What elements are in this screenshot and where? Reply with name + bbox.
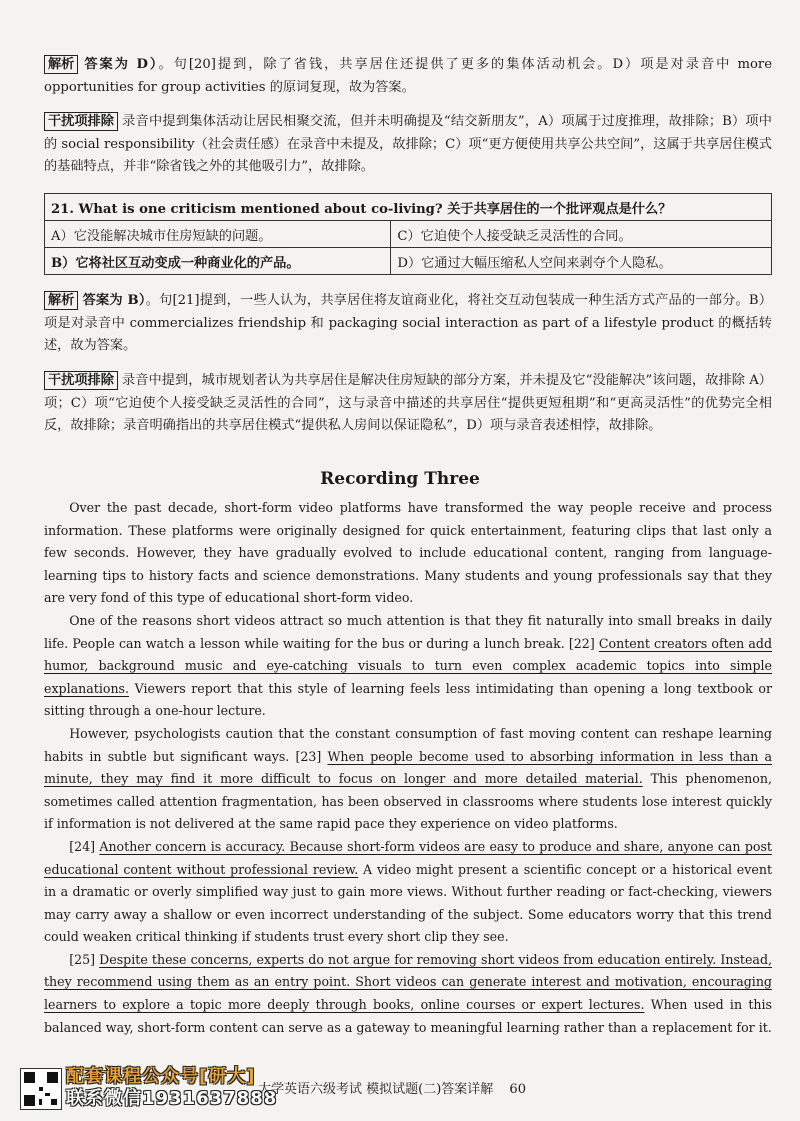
qr-code-icon <box>20 1068 62 1110</box>
distractor-tag: 干扰项排除 <box>44 371 118 390</box>
p3-text: However, psychologists caution that the constant consumption of fast moving content can reshape learning habits in subtle but significant ways. [23] <box>44 725 772 764</box>
paragraph-1: Over the past decade, short-form video platforms have transformed the way people receive and process information. These platforms were originally designed for quick entertainment, featuring clips that last only a few seconds. However, they have gradually evolved to include educational content, ranging from language-learning tips to history facts and science demonstrations. Many students and young professionals say that they are very fond of this type of educational short-form video. <box>44 500 772 606</box>
distractor-text: 录音中提到集体活动让居民相聚交流，但并未明确提及“结交新朋友”，A）项属于过度推理，故排除；B）项中的 social responsibility（社会责任感）在录音中未提及，故排除；C）项“更方便使用共享公共空间”，这属于共享居住模式的基础特点，并非“除省钱之外的其他吸引力”，故排除。 <box>44 114 772 174</box>
promo-line-1: 配套课程公众号[研大] <box>66 1066 256 1087</box>
option-b-correct: B）它将社区互动变成一种商业化的产品。 <box>45 248 391 275</box>
option-a: A）它没能解决城市住房短缺的问题。 <box>45 221 391 248</box>
p5-text-end: When used in this balanced way, short-form content can serve as a gateway to meaningful learning rather than a replacement for it. <box>44 997 772 1035</box>
analysis-text: 。句[20]提到，除了省钱，共享居住还提供了更多的集体活动机会。D）项是对录音中 more opportunities for group activities 的原词复现，故为答案。 <box>44 57 772 95</box>
running-footer <box>258 1078 526 1097</box>
answer-label: 答案为 D） <box>82 57 159 72</box>
distractor-20 <box>44 111 772 179</box>
analysis-20 <box>44 54 772 99</box>
p4-underlined: Another concern is accuracy. Because short-form videos are easy to produce and share, anyone can post educational content without professional review. <box>44 838 772 877</box>
option-c: C）它迫使个人接受缺乏灵活性的合同。 <box>391 221 772 248</box>
promo-line-2: 联系微信1931637888 <box>66 1088 278 1109</box>
p5-marker: [25] <box>69 951 100 967</box>
section-heading: Recording Three <box>320 469 480 489</box>
question-title: 21. What is one criticism mentioned about co-living? 关于共享居住的一个批评观点是什么？ <box>45 194 772 221</box>
analysis-tag: 解析 <box>44 55 78 74</box>
question-21-table <box>44 193 772 275</box>
distractor-21 <box>44 370 772 438</box>
page-number: 60 <box>509 1082 526 1097</box>
promo-watermark <box>66 1066 277 1110</box>
answer-label: 答案为 B） <box>82 293 146 308</box>
p2-underlined: Content creators often add humor, background music and eye-catching visuals to turn even complex academic topics into simple explanations. <box>44 635 773 696</box>
analysis-text: 。句[21]提到，一些人认为，共享居住将友谊商业化，将社交互动包装成一种生活方式产品的一部分。B）项是对录音中 commercializes friendship 和 packaging social interaction as part of a lifestyle product 的概括转述，故为答案。 <box>44 293 773 353</box>
recording-body <box>44 497 772 1039</box>
p3-underlined: When people become used to absorbing information in less than a minute, they may find it more difficult to focus on longer and more detailed material. <box>44 748 772 787</box>
analysis-tag: 解析 <box>44 291 78 310</box>
distractor-text: 录音中提到，城市规划者认为共享居住是解决住房短缺的部分方案，并未提及它“没能解决”该问题，故排除 A）项；C）项“它迫使个人接受缺乏灵活性的合同”，这与录音中描述的共享居住“提供更短租期”和“更高灵活性”的优势完全相反，故排除；录音明确指出的共享居住模式“提供私人房间以保证隐私”，D）项与录音表述相悖，故排除。 <box>44 373 772 433</box>
p4-marker: [24] <box>69 838 100 854</box>
option-d: D）它通过大幅压缩私人空间来剥夺个人隐私。 <box>391 248 772 275</box>
paragraph-5 <box>44 949 772 1039</box>
paragraph-3 <box>44 723 772 836</box>
paragraph-2 <box>44 610 772 723</box>
p5-underlined: Despite these concerns, experts do not argue for removing short videos from education entirely. Instead, they recommend using them as an entry point. Short videos can generate interest and motivation, encouraging learners to explore a topic more deeply through books, online courses or expert lectures. <box>44 951 773 1013</box>
p2-text-end: Viewers report that this style of learning feels less intimidating than opening a long textbook or sitting through a one-hour lecture. <box>44 680 772 719</box>
page-footer <box>0 1066 800 1116</box>
paragraph-4 <box>44 836 772 949</box>
analysis-21 <box>44 290 772 358</box>
p4-text-end: A video might present a scientific concept or a historical event in a dramatic or overly simplified way just to gain more views. Without further reading or fact-checking, viewers may carry away a shallow or even incorrect understanding of the subject. Some educators worry that this trend could weaken critical thinking if students trust every short clip they see. <box>44 861 773 945</box>
footer-title: 大学英语六级考试 模拟试题(二)答案详解 <box>258 1082 494 1097</box>
distractor-tag: 干扰项排除 <box>44 112 118 131</box>
p2-text: One of the reasons short videos attract so much attention is that they fit naturally into small breaks in daily life. People can watch a lesson while waiting for the bus or during a lunch break. [22] <box>44 612 772 651</box>
p3-text-end: This phenomenon, sometimes called attention fragmentation, has been observed in classrooms where students lose interest quickly if information is not delivered at the same rapid pace they experience on video platforms. <box>44 771 772 832</box>
